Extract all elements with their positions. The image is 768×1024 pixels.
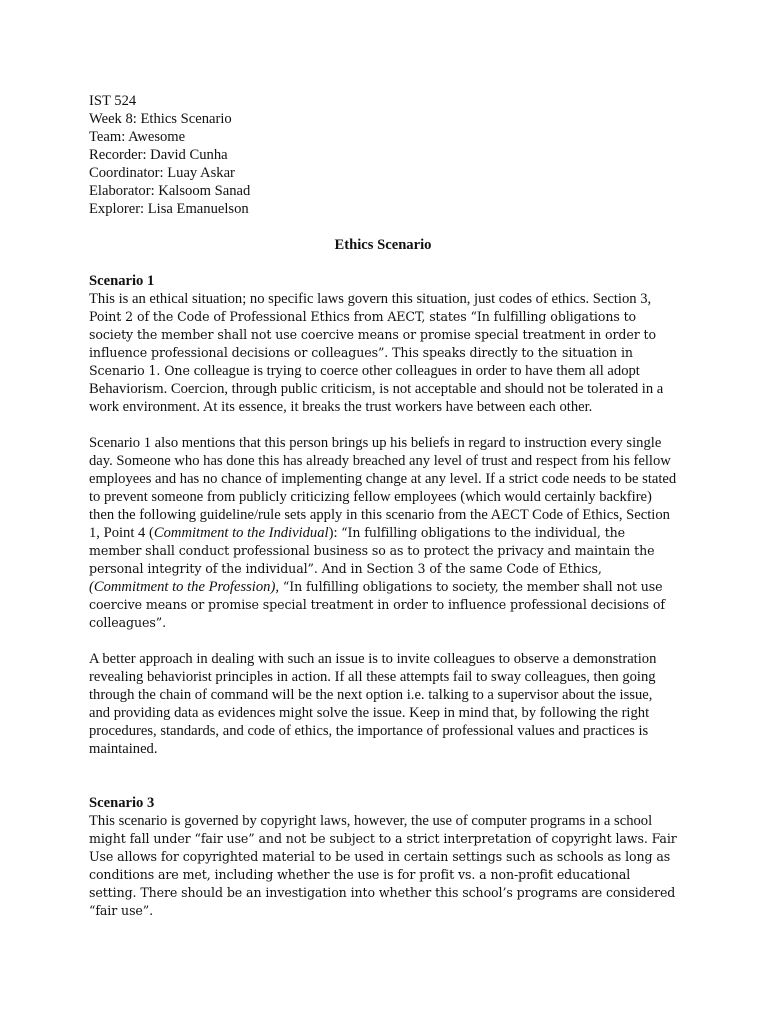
- document-title: Ethics Scenario: [334, 237, 432, 253]
- scenario-1-p2-part-a: Scenario 1 also mentions that this person brings up his beliefs in regard to instruction every single day. Someone who has done this has already breached any level of trust and respect from his fellow employees and has no chance of implementing change at any level. If a strict code needs to be stated to prevent someone from publicly criticizing fellow employees (which would certainly backfire) then the following guideline/rule sets apply in this scenario from the AECT Code of Ethics, Section 1, Point 4 (: [89, 435, 677, 541]
- scenario-1-paragraph-3: A better approach in dealing with such an issue is to invite colleagues to observe a demonstration revealing behaviorist principles in action. If all these attempts fail to sway colleagues, then going through the chain of command will be the next option i.e. talking to a supervisor about the issue, and providing data as evidences might solve the issue. Keep in mind that, by following the right procedures, standards, and code of ethics, the importance of professional values and practices is maintained.: [89, 651, 657, 757]
- scenario-3-section: [89, 794, 677, 920]
- scenario-1-p2-part-f: “In fulfilling obligations to society, the member shall not use coercive means or promise special treatment in order to influence professional decisions of colleagues”.: [89, 579, 665, 630]
- scenario-1-heading: Scenario 1: [89, 273, 155, 289]
- scenario-1-paragraph-1: [89, 290, 677, 416]
- scenario-1-p1-part-b: Point 2 of the Code of Professional Ethics from AECT, states “In fulfilling obligations to society the member shall not use coercive means or promise special treatment in order to influence professional decisions or colleagues”. This speaks directly to the situation in Scenario 1. One: [89, 309, 656, 378]
- section-spacer: [89, 758, 677, 794]
- document-header: [89, 92, 677, 218]
- scenario-1-paragraph-2: [89, 434, 677, 632]
- scenario-3-p1-part-a: This scenario is governed by copyright laws, however, the use of computer programs in a school: [89, 813, 653, 829]
- recorder-line: Recorder: David Cunha: [89, 147, 228, 163]
- elaborator-line: Elaborator: Kalsoom Sanad: [89, 183, 251, 199]
- document-page: [89, 92, 677, 920]
- scenario-1-p2-part-d: “In fulfilling obligations to the individual, the member shall conduct professional business so as to protect the privacy and maintain the personal integrity of the individual”. And in Section 3 of the same Code of Ethics,: [89, 525, 655, 576]
- week-line: Week 8: Ethics Scenario: [89, 111, 232, 127]
- scenario-1-p2-part-c: ):: [328, 525, 342, 541]
- scenario-3-heading: Scenario 3: [89, 795, 155, 811]
- scenario-1-p2-commitment-individual: Commitment to the Individual: [153, 525, 329, 541]
- course-line: IST 524: [89, 93, 137, 109]
- coordinator-line: Coordinator: Luay Askar: [89, 165, 235, 181]
- explorer-line: Explorer: Lisa Emanuelson: [89, 201, 249, 217]
- scenario-1-section: [89, 272, 677, 758]
- scenario-1-p2-commitment-profession: (Commitment to the Profession),: [89, 579, 279, 595]
- scenario-3-paragraph-1: [89, 812, 677, 920]
- scenario-1-p1-part-c: colleague is trying to coerce other colleagues in order to have them all adopt Behaviorism. Coercion, through public criticism, is not acceptable and should not be tolerated in a work environment. At its essence, it breaks the trust workers have between each other.: [89, 363, 664, 415]
- team-line: Team: Awesome: [89, 129, 186, 145]
- scenario-1-p1-part-a: This is an ethical situation; no specific laws govern this situation, just codes of ethics. Section 3,: [89, 291, 652, 307]
- scenario-3-p1-part-b: might fall under “fair use” and not be subject to a strict interpretation of copyright laws. Fair Use allows for copyrighted material to be used in certain settings such as schools as long as conditions are met, including whether the use is for profit vs. a non-profit educational setting. There should be an investigation into whether this school’s programs are considered “fair use”.: [89, 831, 677, 918]
